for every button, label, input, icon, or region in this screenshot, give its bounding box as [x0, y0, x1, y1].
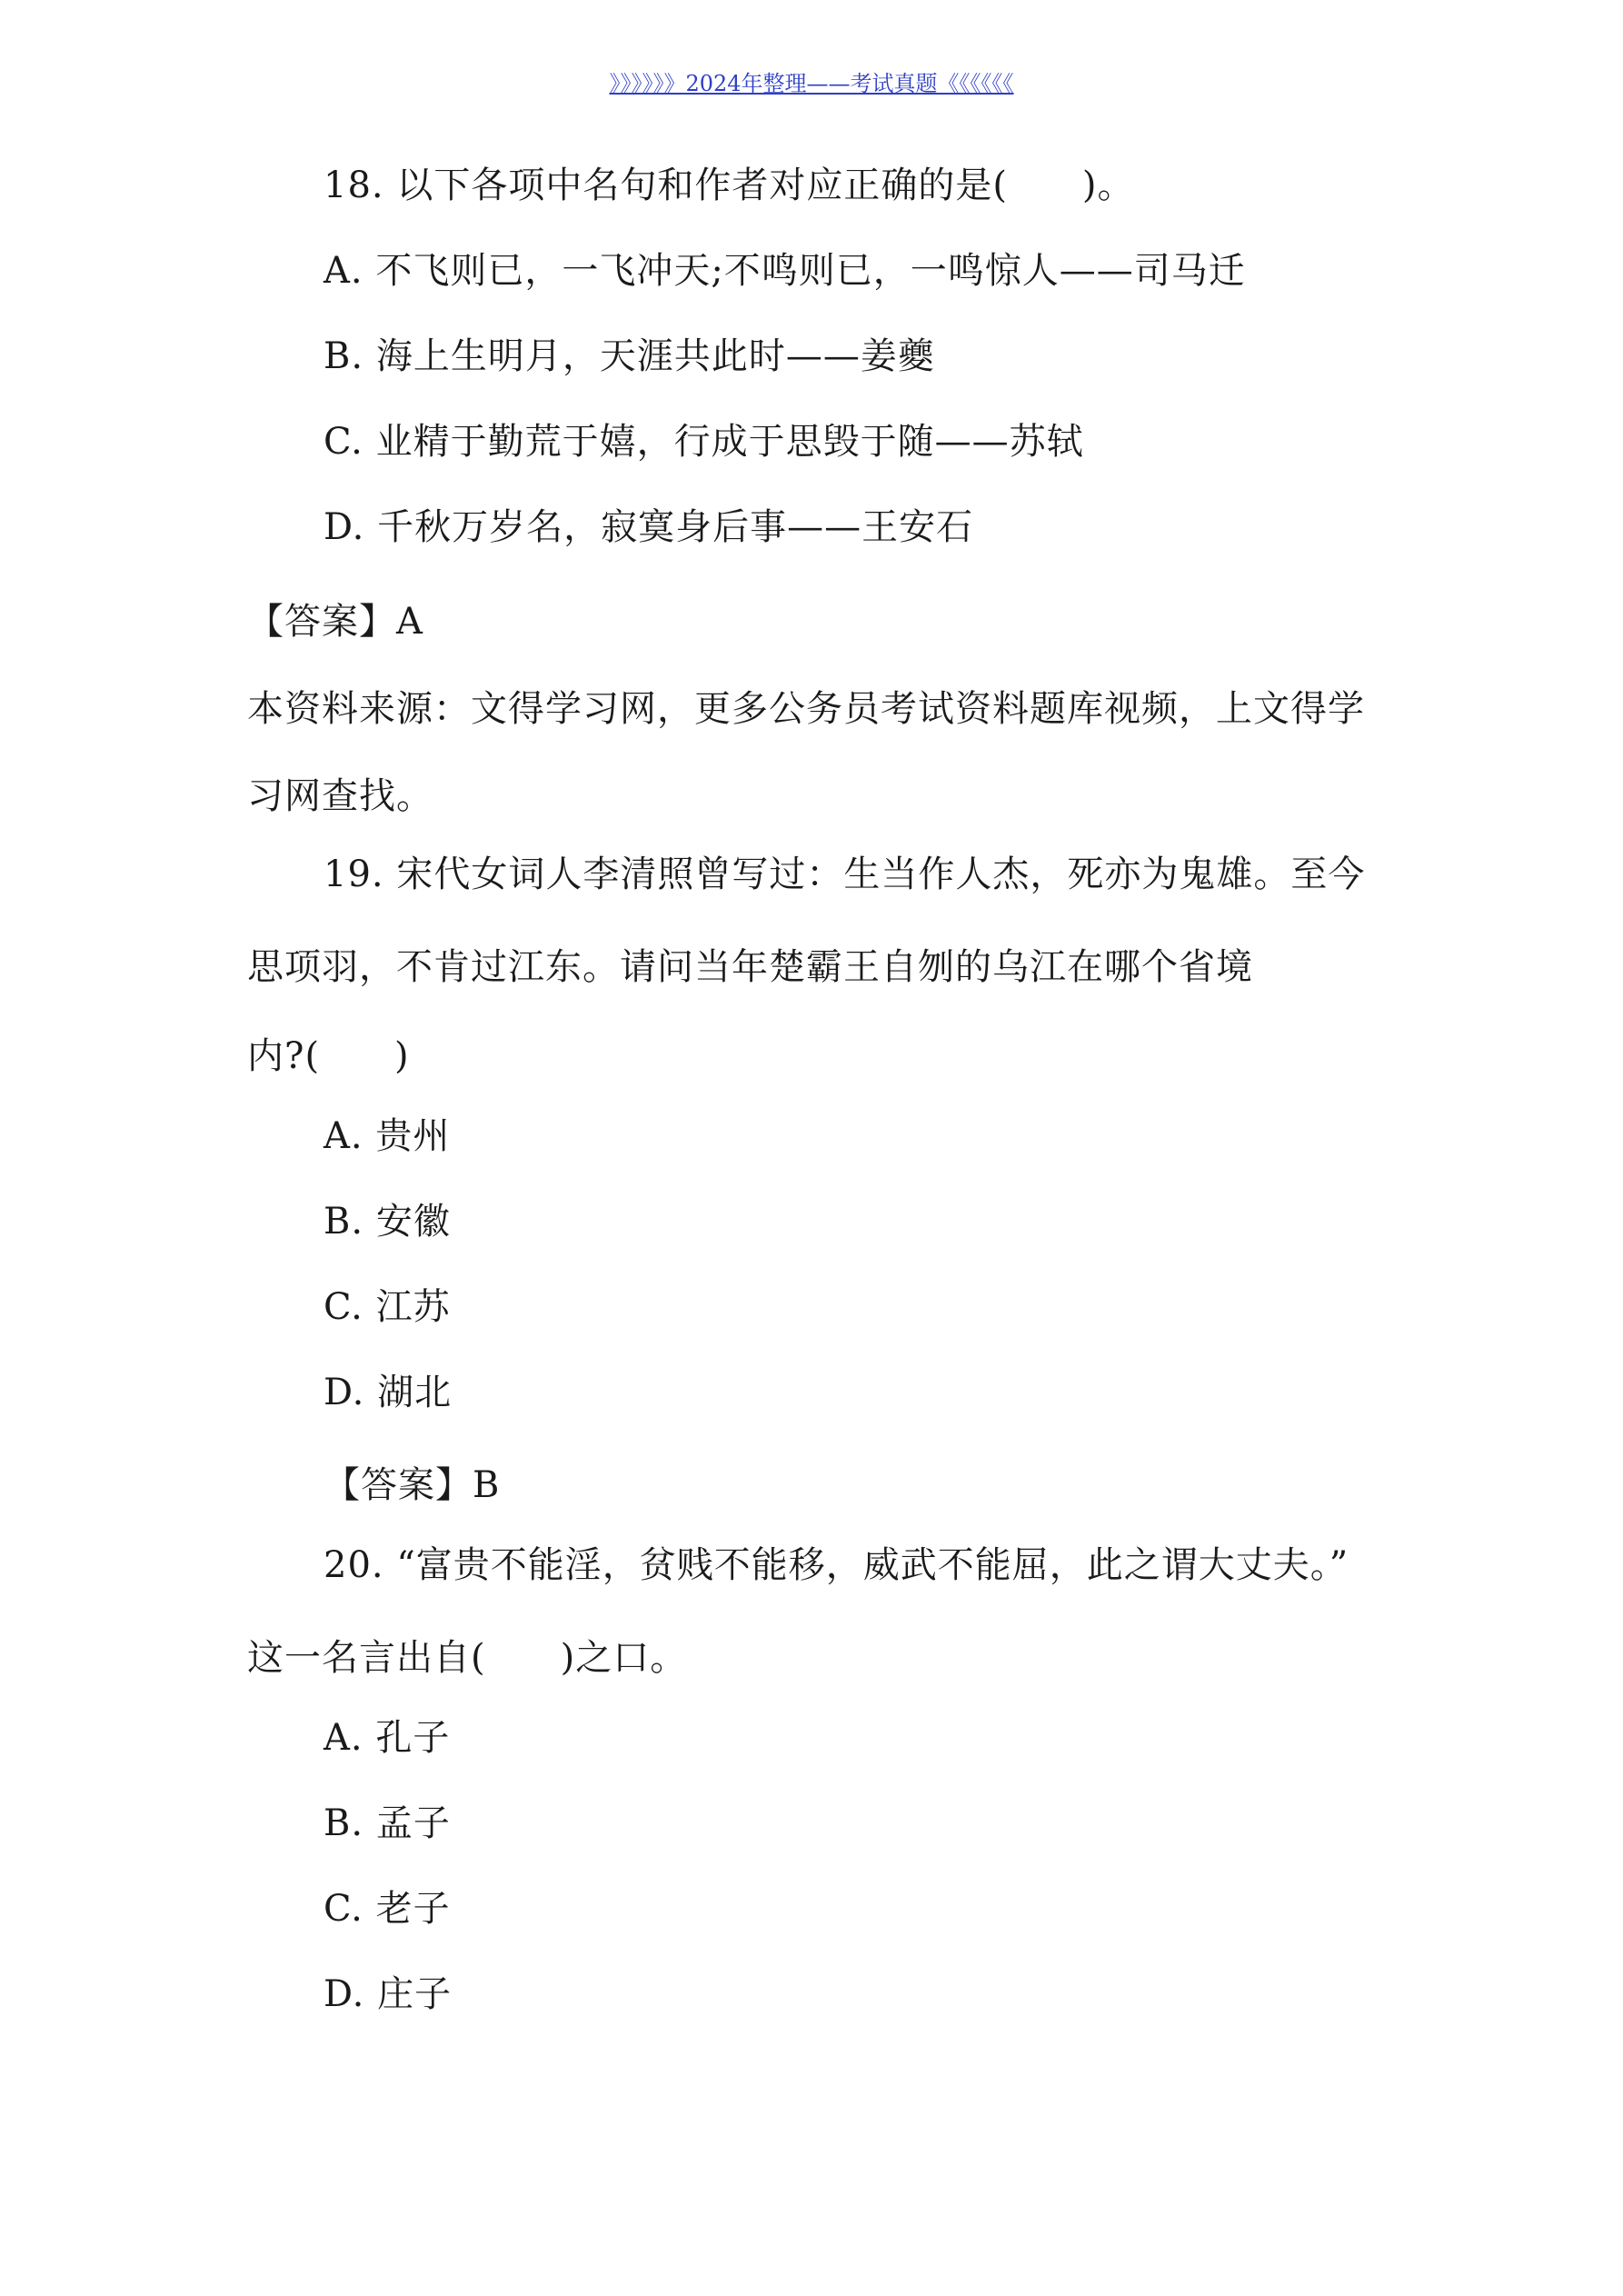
q18-option-d: D. 千秋万岁名，寂寞身后事——王安石	[324, 506, 974, 548]
q19-option-c: C. 江苏	[324, 1286, 451, 1328]
q18-option-a: A. 不飞则已，一飞冲天;不鸣则已，一鸣惊人——司马迁	[324, 250, 1246, 292]
q19-answer: 【答案】B	[324, 1464, 501, 1506]
q20-stem-line2: 这一名言出自( )之口。	[247, 1637, 688, 1679]
q19-stem-line3: 内?( )	[247, 1035, 410, 1077]
q20-option-c: C. 老子	[324, 1888, 451, 1930]
source-note-line2: 习网查找。	[247, 775, 433, 817]
q20-option-d: D. 庄子	[324, 1973, 453, 2015]
q18-answer: 【答案】A	[247, 601, 423, 643]
q18-option-c: C. 业精于勤荒于嬉，行成于思毁于随——苏轼	[324, 421, 1084, 463]
q18-stem: 18. 以下各项中名句和作者对应正确的是( )。	[324, 165, 1135, 206]
q18-option-b: B. 海上生明月，天涯共此时——姜夔	[324, 335, 935, 377]
q19-option-a: A. 贵州	[324, 1115, 451, 1157]
q20-option-a: A. 孔子	[324, 1717, 451, 1759]
q20-option-b: B. 孟子	[324, 1802, 451, 1844]
header-link[interactable]: 》》》》》》2024年整理——考试真题《《《《《《	[609, 71, 1014, 96]
q19-stem-line2: 思项羽，不肯过江东。请问当年楚霸王自刎的乌江在哪个省境	[247, 946, 1253, 988]
q19-option-d: D. 湖北	[324, 1372, 453, 1413]
q19-option-b: B. 安徽	[324, 1201, 451, 1243]
source-note-line1: 本资料来源：文得学习网，更多公务员考试资料题库视频，上文得学	[247, 688, 1365, 730]
q20-stem-line1: 20. “富贵不能淫，贫贱不能移，威武不能屈，此之谓大丈夫。”	[324, 1544, 1349, 1586]
q19-stem-line1: 19. 宋代女词人李清照曾写过：生当作人杰，死亦为鬼雄。至今	[324, 854, 1366, 895]
